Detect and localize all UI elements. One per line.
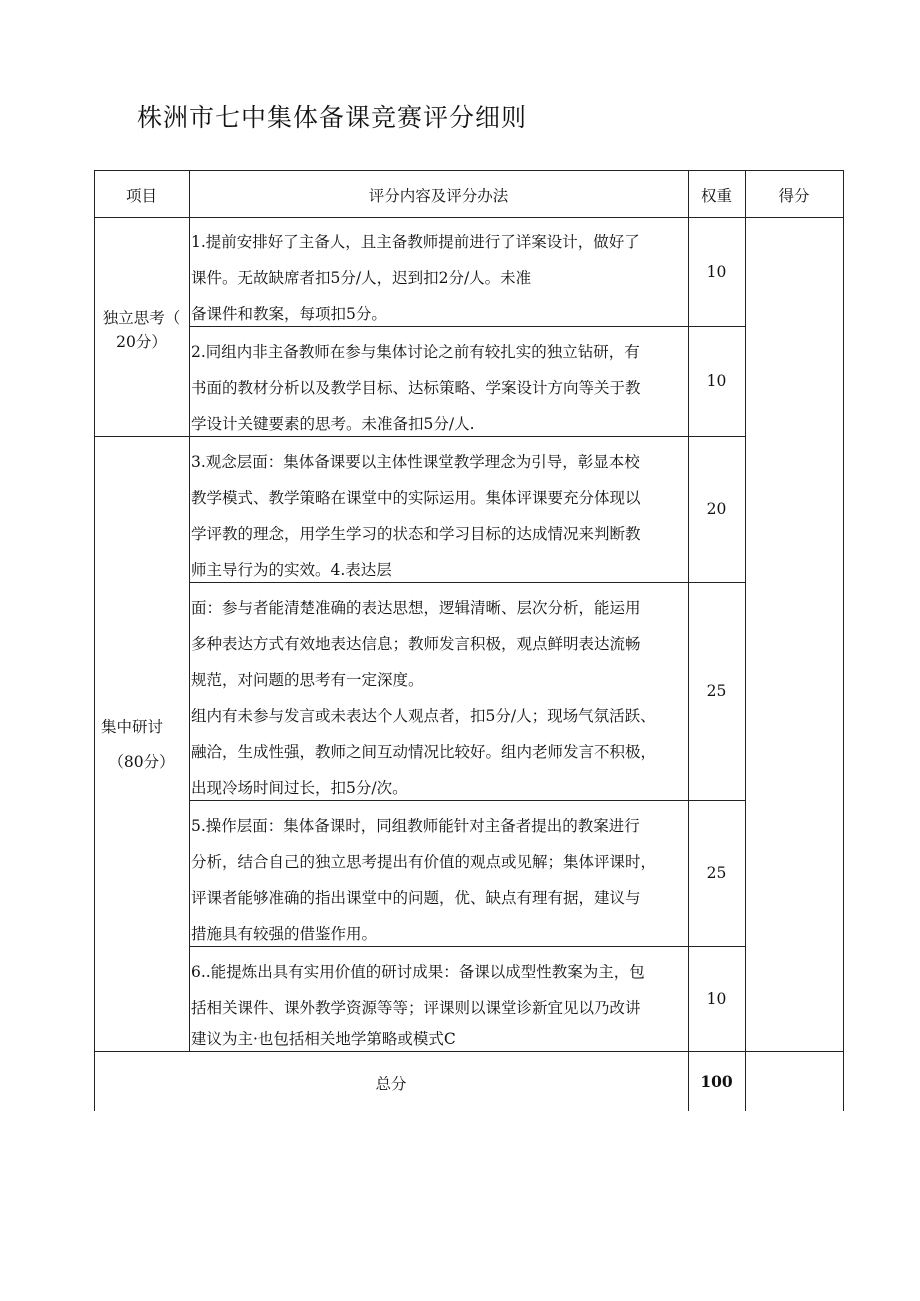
weight-value: 20 [706, 500, 727, 518]
criteria-line: 出现冷场时间过长，扣5分/次。 [191, 779, 408, 797]
criteria-line: 评课者能够准确的指出课堂中的问题，优、缺点有理有据，建议与 [191, 889, 641, 907]
criteria-line: 学评教的理念，用学生学习的状态和学习目标的达成情况来判断教 [191, 525, 641, 543]
section-label: 独立思考（ [102, 309, 181, 327]
table-right-border [843, 170, 844, 1111]
section-label: 20分） [116, 333, 167, 351]
header-divider [94, 217, 844, 218]
header-item: 项目 [125, 187, 157, 205]
criteria-line: 3.观念层面：集体备课要以主体性课堂教学理念为引导，彰显本校 [191, 453, 640, 471]
criteria-line: 面：参与者能清楚准确的表达思想，逻辑清晰、层次分析，能运用 [191, 599, 641, 617]
criteria-line: 多种表达方式有效地表达信息；教师发言积极，观点鲜明表达流畅 [191, 635, 641, 653]
criteria-line: 分析，结合自己的独立思考提出有价值的观点或见解；集体评课时， [191, 853, 657, 871]
criteria-line: 融洽，生成性强，教师之间互动情况比较好。组内老师发言不积极， [191, 743, 657, 761]
criteria-line: 5.操作层面：集体备课时，同组教师能针对主备者提出的教案进行 [191, 817, 640, 835]
column-divider [189, 170, 190, 1051]
criteria-line: 课件。无故缺席者扣5分/人，迟到扣2分/人。未准 [191, 269, 532, 287]
section-label: （80分） [108, 753, 175, 771]
weight-value: 10 [706, 372, 727, 390]
criteria-line: 1.提前安排好了主备人，且主备教师提前进行了详案设计，做好了 [191, 233, 640, 251]
criteria-line: 括相关课件、课外教学资源等等；评课则以课堂诊新宜见以乃改讲 [191, 999, 641, 1017]
total-label: 总分 [375, 1075, 407, 1093]
column-divider [745, 170, 746, 1111]
criteria-line: 书面的教材分析以及教学目标、达标策略、学案设计方向等关于教 [191, 379, 641, 397]
total-value: 100 [700, 1072, 733, 1091]
criteria-line: 2.同组内非主备教师在参与集体讨论之前有较扎实的独立钻研，有 [191, 343, 640, 361]
criteria-line: 建议为主·也包括相关地学第略或模式C [191, 1030, 456, 1048]
criteria-line: 措施具有较强的借鉴作用。 [191, 925, 378, 943]
criteria-line: 备课件和教案，每项扣5分。 [191, 305, 387, 323]
column-divider [688, 170, 689, 1111]
weight-value: 25 [706, 864, 727, 882]
weight-value: 10 [706, 263, 727, 281]
criteria-line: 6..能提炼出具有实用价值的研讨成果：备课以成型性教案为主，包 [191, 963, 645, 981]
weight-value: 10 [706, 990, 727, 1008]
header-score: 得分 [778, 187, 810, 205]
header-content: 评分内容及评分办法 [368, 187, 509, 205]
table-top-border [94, 170, 844, 171]
criteria-line: 师主导行为的实效。4.表达层 [191, 561, 392, 579]
criteria-line: 教学模式、教学策略在课堂中的实际运用。集体评课要充分体现以 [191, 489, 641, 507]
criteria-line: 学设计关键要素的思考。未准备扣5分/人. [191, 415, 475, 433]
criteria-line: 规范，对问题的思考有一定深度。 [191, 671, 424, 689]
section-label: 集中研讨 [100, 718, 163, 736]
page-title: 株洲市七中集体备课竞赛评分细则 [137, 103, 528, 132]
weight-value: 25 [706, 682, 727, 700]
criteria-line: 组内有未参与发言或未表达个人观点者，扣5分/人；现场气氛活跃、 [191, 707, 656, 725]
header-weight: 权重 [700, 187, 732, 205]
